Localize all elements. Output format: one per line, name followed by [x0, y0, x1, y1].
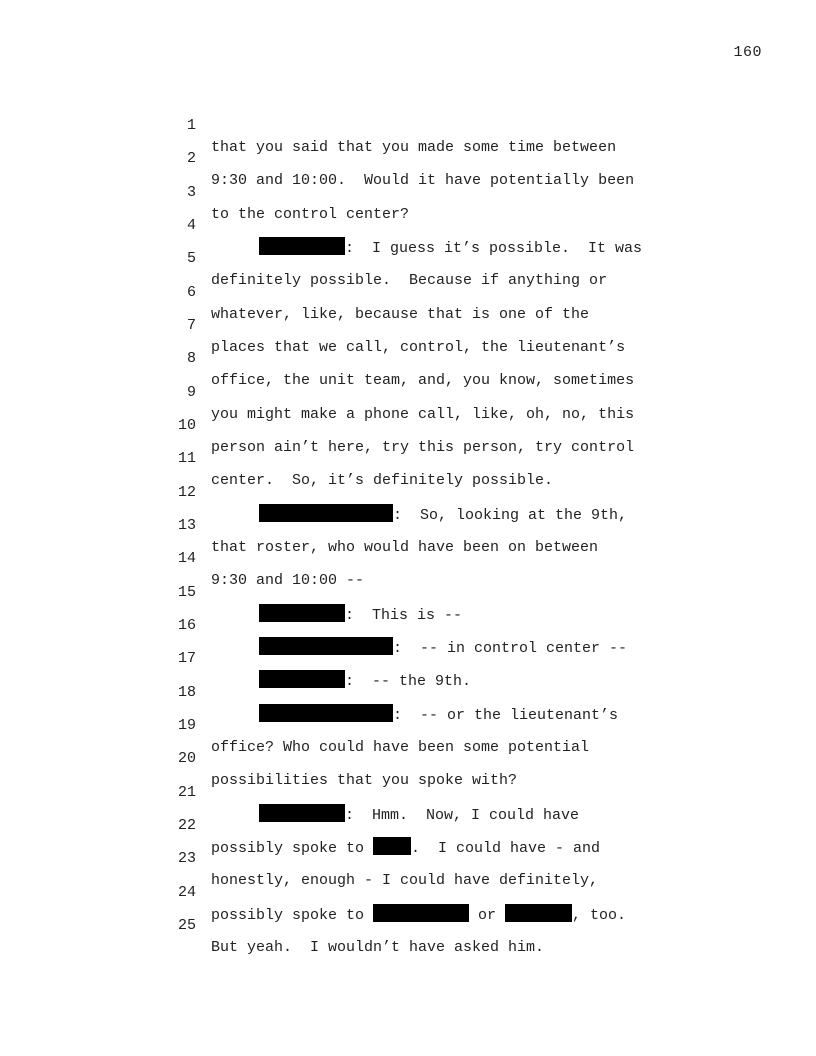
transcript-line: [0, 626, 472, 690]
speaker-text: : So, looking at the 9th,: [393, 507, 628, 524]
redaction-box: [259, 637, 393, 655]
line-number: 2: [186, 150, 196, 167]
redaction-box: [259, 670, 345, 688]
line-number: 13: [177, 517, 196, 534]
line-number: 24: [177, 884, 196, 901]
line-number: 12: [177, 484, 196, 501]
line-text: possibilities that you spoke with?: [211, 772, 518, 789]
line-text: places that we call, control, the lieutenant’s: [211, 339, 626, 356]
page-number: 160: [733, 44, 762, 61]
line-text: to the control center?: [211, 206, 410, 223]
redaction-box: [259, 504, 393, 522]
line-number: 11: [177, 450, 196, 467]
transcript-line: [0, 526, 365, 589]
line-number: 4: [186, 217, 196, 234]
line-text: [211, 670, 471, 693]
line-segment: possibly spoke to: [211, 907, 374, 924]
redaction-box: [259, 604, 345, 622]
line-number: 8: [186, 350, 196, 367]
line-text: [211, 704, 618, 727]
line-text: [211, 637, 627, 660]
line-number: 7: [186, 317, 196, 334]
line-text: you might make a phone call, like, oh, no, this: [211, 406, 635, 423]
transcript-line: [0, 160, 410, 223]
redaction-box: [505, 904, 572, 922]
speaker-text: : This is --: [345, 607, 463, 624]
line-text: person ain’t here, try this person, try control: [211, 439, 635, 456]
speaker-text: : Hmm. Now, I could have: [345, 807, 580, 824]
line-text: 9:30 and 10:00. Would it have potentially been: [211, 172, 635, 189]
redaction-box: [373, 904, 469, 922]
line-number: 21: [177, 784, 196, 801]
line-number: 16: [177, 617, 196, 634]
line-text: center. So, it’s definitely possible.: [211, 472, 554, 489]
transcript-line: [0, 93, 617, 156]
line-number: 5: [186, 250, 196, 267]
speaker-text: : I guess it’s possible. It was: [345, 240, 643, 257]
line-number: 20: [177, 750, 196, 767]
line-number: 1: [186, 117, 196, 134]
line-number: 10: [177, 417, 196, 434]
line-text: But yeah. I wouldn’t have asked him.: [211, 939, 545, 956]
line-segment: . I could have - and: [411, 840, 601, 857]
line-segment: , too.: [572, 907, 627, 924]
line-number: 18: [177, 684, 196, 701]
line-text: that roster, who would have been on between: [211, 539, 599, 556]
line-text: whatever, like, because that is one of the: [211, 306, 590, 323]
line-number: 22: [177, 817, 196, 834]
line-number: 6: [186, 284, 196, 301]
line-number: 14: [177, 550, 196, 567]
line-number: 23: [177, 850, 196, 867]
line-text: [211, 504, 627, 527]
line-number: 25: [177, 917, 196, 934]
line-text: [211, 804, 579, 827]
line-number: 15: [177, 584, 196, 601]
line-text: [211, 904, 626, 927]
line-text: [211, 237, 642, 260]
redaction-box: [259, 804, 345, 822]
speaker-text: : -- the 9th.: [345, 673, 472, 690]
line-text: [211, 837, 600, 860]
redaction-box: [373, 837, 411, 855]
line-segment: possibly spoke to: [211, 840, 374, 857]
line-text: office, the unit team, and, you know, sometimes: [211, 372, 635, 389]
line-text: honestly, enough - I could have definitely,: [211, 872, 599, 889]
speaker-text: : -- in control center --: [393, 640, 628, 657]
line-text: that you said that you made some time between: [211, 139, 617, 156]
line-segment: or: [469, 907, 506, 924]
line-number: 17: [177, 650, 196, 667]
speaker-text: : -- or the lieutenant’s: [393, 707, 619, 724]
line-text: 9:30 and 10:00 --: [211, 572, 365, 589]
line-text: definitely possible. Because if anything or: [211, 272, 608, 289]
redaction-box: [259, 237, 345, 255]
line-number: 19: [177, 717, 196, 734]
line-text: [211, 604, 462, 627]
line-text: office? Who could have been some potential: [211, 739, 590, 756]
line-number: 3: [186, 184, 196, 201]
redaction-box: [259, 704, 393, 722]
line-number: 9: [186, 384, 196, 401]
